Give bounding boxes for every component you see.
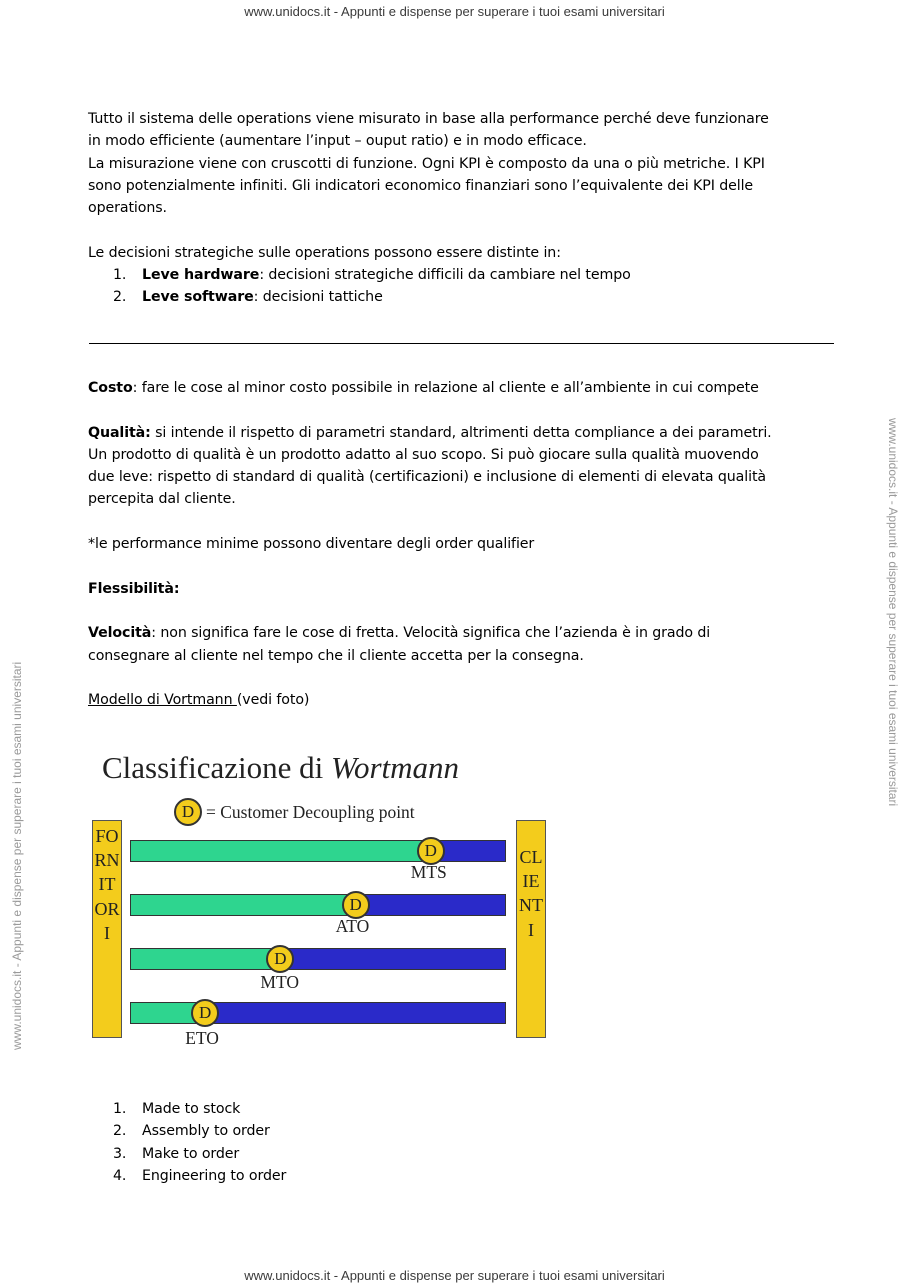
modello-link: Modello di Vortmann [88,692,237,709]
bar-label: ETO [185,1028,219,1048]
model-label: Engineering to order [142,1167,287,1184]
watermark-side-right: www.unidocs.it - Appunti e dispense per superare i tuoi esami universitari [886,418,900,807]
watermark-header: www.unidocs.it - Appunti e dispense per superare i tuoi esami universitari [244,4,665,19]
diagram-title-plain: Classificazione di [102,750,331,785]
lever-term: Leve hardware [142,267,260,284]
list-number: 1. [113,1101,127,1117]
customer-driven-segment [355,895,505,915]
performance-section [88,377,828,711]
customers-bar [516,820,546,1038]
costo-paragraph [88,377,828,399]
intro-section [88,108,828,309]
customer-driven-segment [281,949,505,969]
diagram-title [102,750,459,786]
list-item [88,1120,828,1142]
qualita-term: Qualità: [88,424,151,441]
levers-list [88,264,828,309]
watermark-footer: www.unidocs.it - Appunti e dispense per superare i tuoi esami universitari [244,1268,665,1283]
decoupling-bar [130,1002,506,1024]
costo-term: Costo [88,380,133,396]
wortmann-diagram [88,738,558,1058]
list-number: 2. [113,1123,127,1140]
intro-line: operations. [88,200,167,217]
lever-text: : decisioni strategiche difficili da cambiare nel tempo [259,267,631,284]
velocita-term: Velocità [88,625,152,642]
lever-text: : decisioni tattiche [253,289,383,306]
list-item [88,286,828,308]
qualita-line: percepita dal cliente. [88,491,236,508]
list-item [88,1098,828,1120]
supplier-driven-segment [131,841,430,861]
decisions-lead: Le decisioni strategiche sulle operations possono essere distinte in: [88,244,561,261]
list-item [88,1143,828,1165]
list-number: 1. [113,267,127,284]
flessibilita-term: Flessibilità: [88,580,180,597]
qualita-line [88,422,828,444]
models-list [88,1098,828,1187]
lever-term: Leve software [142,289,254,306]
legend-decoupling-marker: D [174,798,202,826]
list-item [88,264,828,286]
supplier-driven-segment [131,949,281,969]
suppliers-label: FORNITORI [94,826,120,943]
diagram-title-italic: Wortmann [331,750,460,785]
decoupling-point-marker: D [342,891,370,919]
intro-line: in modo efficiente (aumentare l’input – ouput ratio) e in modo efficace. [88,133,587,150]
list-number: 4. [113,1167,127,1184]
model-label: Assembly to order [142,1123,270,1140]
decoupling-bar [130,894,506,916]
supplier-driven-segment [131,895,355,915]
decoupling-point-marker: D [266,945,294,973]
bar-label: ATO [335,916,370,936]
customers-label: CLIENTI [519,847,543,940]
velocita-text: : non significa fare le cose di fretta. Velocità significa che l’azienda è in grado di [151,625,711,642]
decoupling-point-marker: D [417,837,445,865]
decoupling-bar [130,948,506,970]
modello-suffix: (vedi foto) [236,692,310,709]
bar-label: MTS [410,862,447,882]
intro-line: sono potenzialmente infiniti. Gli indicatori economico finanziari sono l’equivalente dei KPI delle [88,177,754,194]
modello-line [88,689,828,711]
decoupling-point-marker: D [191,999,219,1027]
note-line: *le performance minime possono diventare degli order qualifier [88,536,535,553]
horizontal-rule [89,343,834,344]
velocita-line: consegnare al cliente nel tempo che il cliente accetta per la consegna. [88,647,584,664]
model-label: Made to stock [142,1101,241,1117]
watermark-side-left: www.unidocs.it - Appunti e dispense per superare i tuoi esami universitari [10,661,24,1050]
list-number: 2. [113,289,127,306]
bar-label: MTO [260,972,299,992]
intro-line: La misurazione viene con cruscotti di funzione. Ogni KPI è composto da una o più metriche. I KPI [88,155,765,172]
qualita-line: Un prodotto di qualità è un prodotto adatto al suo scopo. Si può giocare sulla qualità muovendo [88,446,759,463]
list-item [88,1165,828,1187]
intro-line: Tutto il sistema delle operations viene misurato in base alla performance perché deve funzionare [88,111,769,127]
legend-text: = Customer Decoupling point [206,802,415,822]
decoupling-bar [130,840,506,862]
suppliers-bar [92,820,122,1038]
list-number: 3. [113,1145,127,1162]
qualita-text: si intende il rispetto di parametri standard, altrimenti detta compliance a dei parametri. [150,424,772,441]
velocita-line [88,622,828,644]
model-label: Make to order [142,1145,240,1162]
qualita-line: due leve: rispetto di standard di qualità (certificazioni) e inclusione di elementi di elevata qualità [88,469,767,486]
customer-driven-segment [206,1003,505,1023]
models-section [88,1098,828,1187]
costo-text: : fare le cose al minor costo possibile in relazione al cliente e all’ambiente in cui compete [132,380,759,396]
